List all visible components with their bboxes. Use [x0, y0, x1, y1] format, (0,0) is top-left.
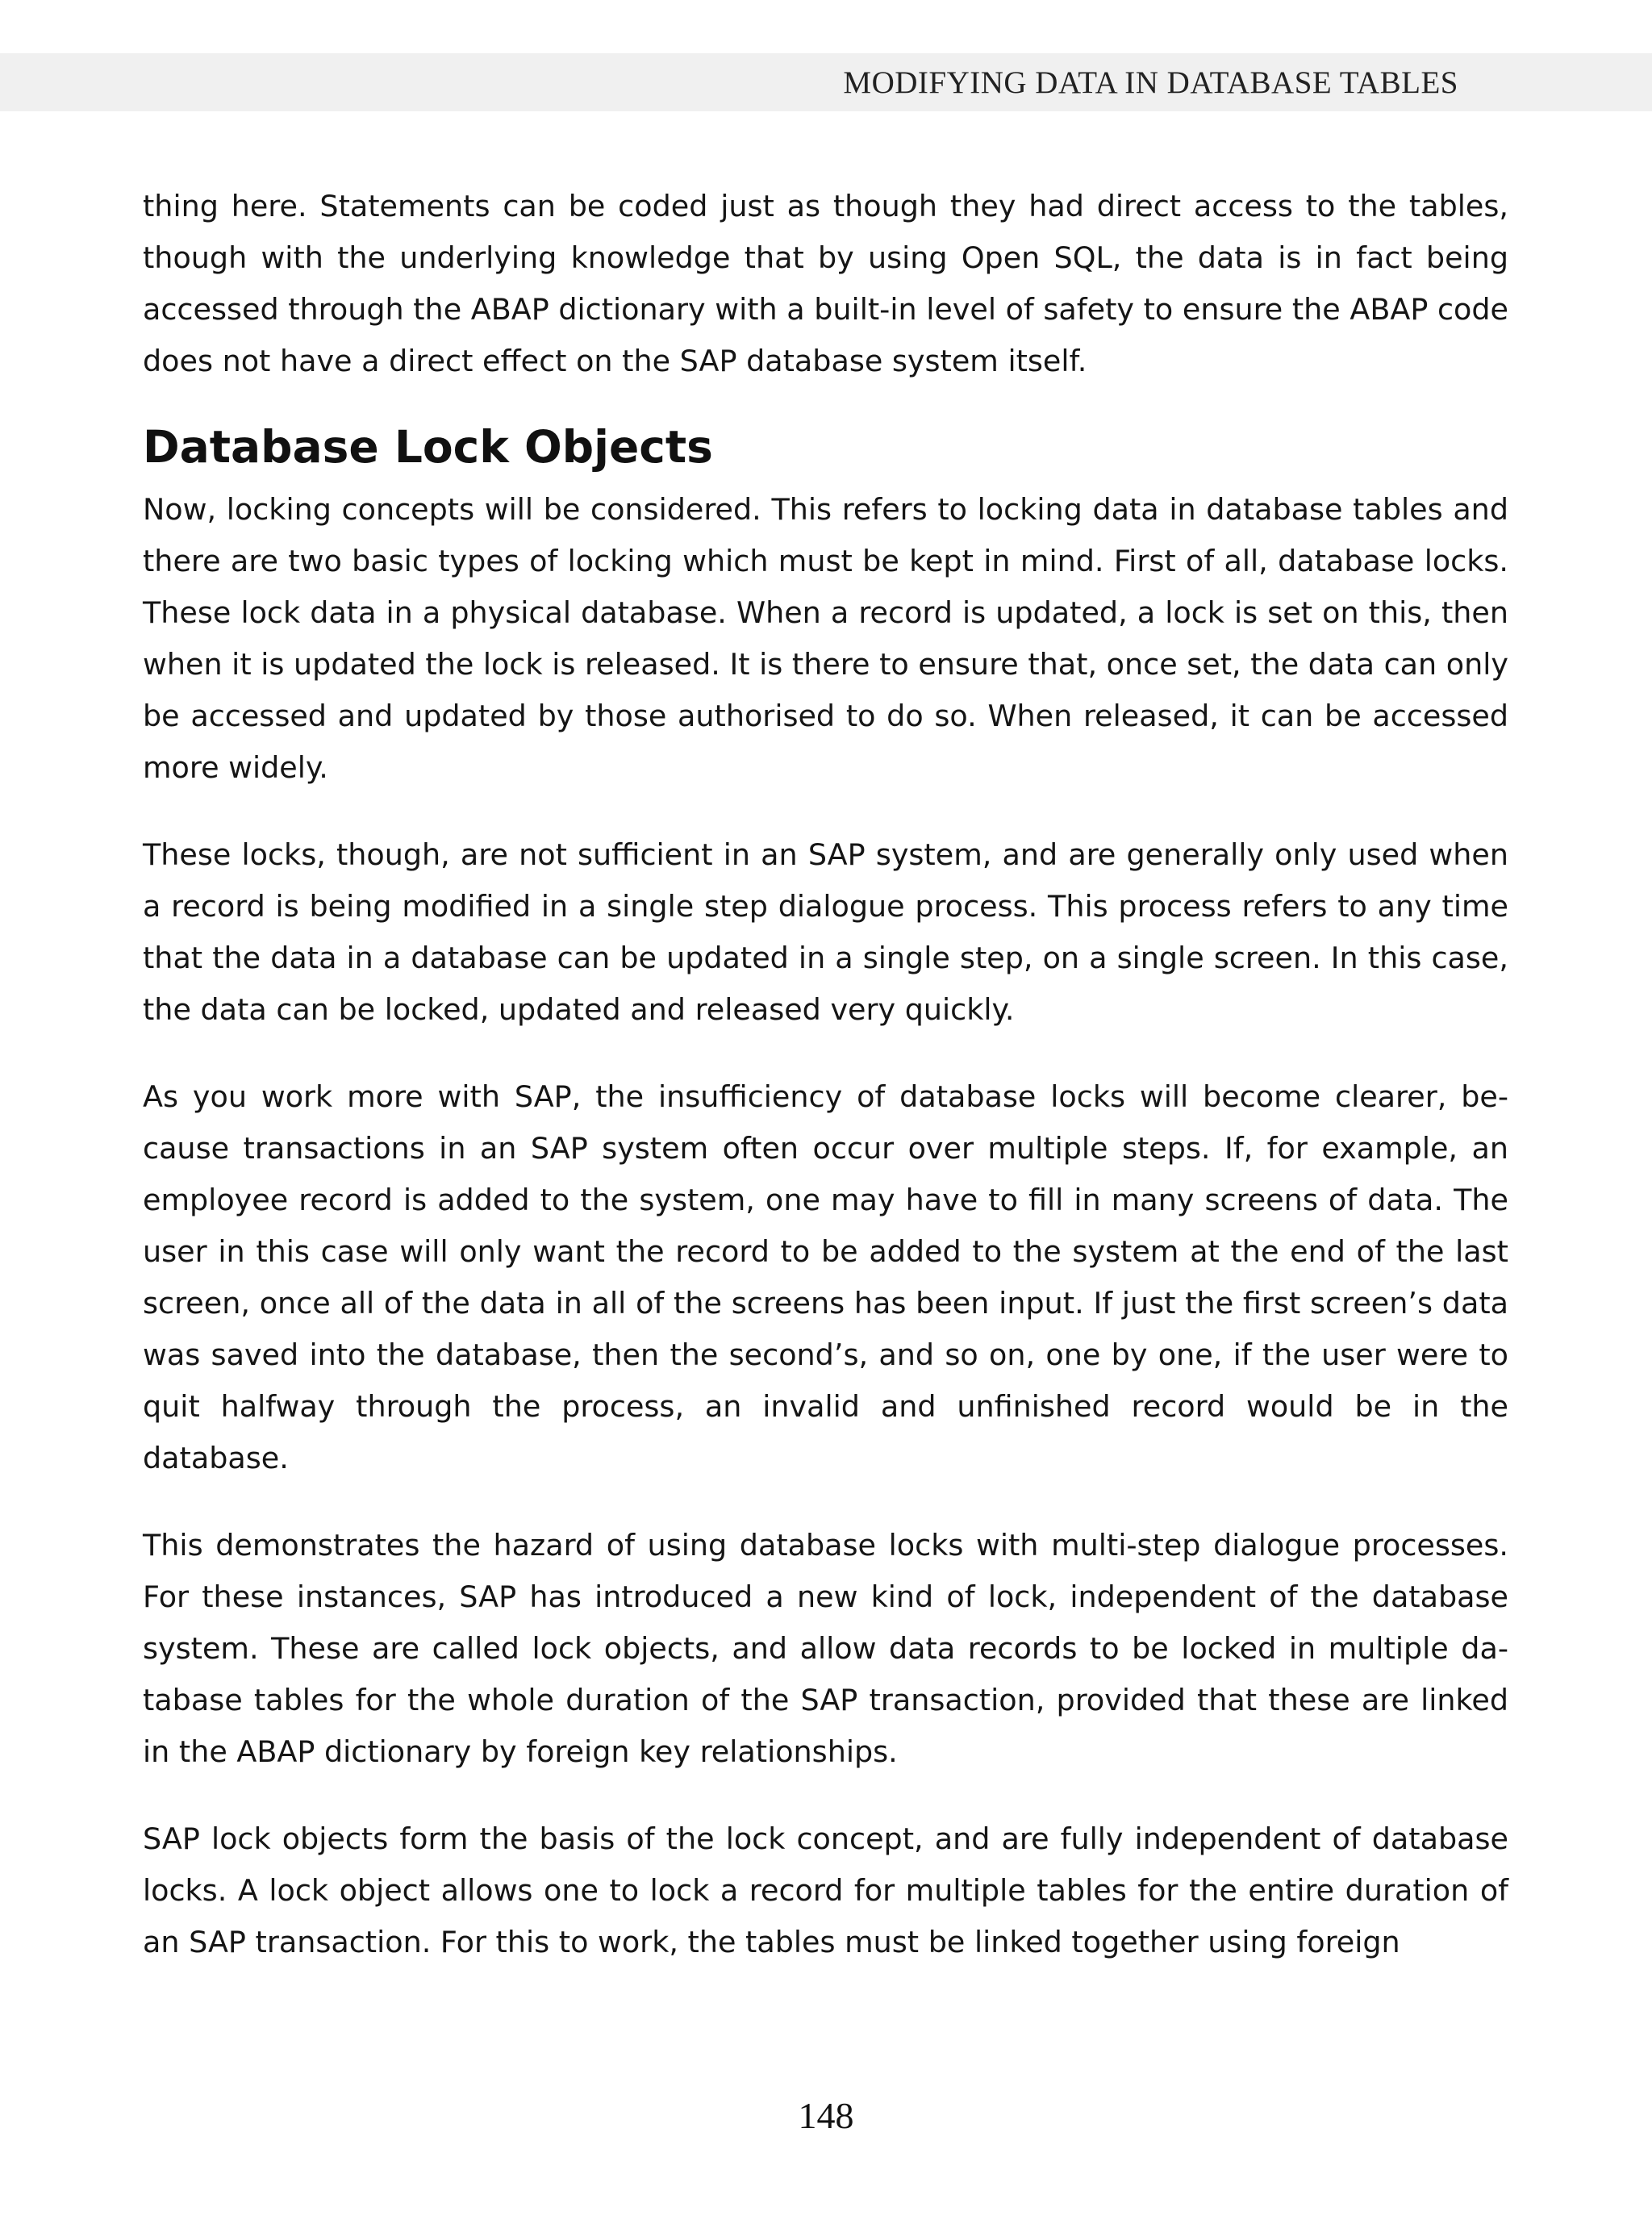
running-header-title: MODIFYING DATA IN DATABASE TABLES — [843, 65, 1458, 100]
page-body — [143, 181, 1508, 2004]
page-number: 148 — [798, 2095, 854, 2136]
intro-paragraph: thing here. Statements can be coded just as though they had direct access to the tables, though with the underlying knowledge that by using Open SQL, the data is in fact being accessed through the ABAP dictionary with a built-in level of safety to ensure the ABAP code does not have a direct effect on the SAP database system itself. — [143, 189, 1508, 378]
body-paragraph: As you work more with SAP, the insufficiency of database locks will become clearer, because transactions in an SAP system often occur over multiple steps. If, for example, an employee record is added to the system, one may have to fill in many screens of data. The user in this case will only want the record to be added to the system at the end of the last screen, once all of the data in all of the screens has been input. If just the first screen’s data was saved into the database, then the second’s, and so on, one by one, if the user were to quit halfway through the process, an invalid and unfinished record would be in the database. — [143, 1079, 1508, 1475]
body-paragraph: SAP lock objects form the basis of the lock concept, and are fully independent of database locks. A lock object allows one to lock a record for multiple tables for the entire duration of an SAP transaction. For this to work, the tables must be linked together using foreign — [143, 1821, 1508, 1959]
body-paragraph: These locks, though, are not sufficient in an SAP system, and are generally only used when a record is being modified in a single step dialogue process. This process refers to any time that the data in a database can be updated in a single step, on a single screen. In this case, the data can be locked, updated and released very quickly. — [143, 837, 1508, 1027]
running-header — [0, 53, 1652, 111]
section-heading: Database Lock Objects — [143, 421, 713, 473]
body-paragraph: Now, locking concepts will be considered. This refers to locking data in database tables and there are two basic types of locking which must be kept in mind. First of all, database locks. These lock data in a physical database. When a record is updated, a lock is set on this, then when it is updated the lock is released. It is there to ensure that, once set, the data can only be accessed and updated by those authorised to do so. When released, it can be accessed more widely. — [143, 492, 1508, 785]
body-paragraph: This demonstrates the hazard of using database locks with multi-step dialogue processes. For these instances, SAP has introduced a new kind of lock, independent of the database system. These are called lock objects, and allow data records to be locked in multiple database tables for the whole duration of the SAP transaction, provided that these are linked in the ABAP dictionary by foreign key relationships. — [143, 1528, 1508, 1769]
